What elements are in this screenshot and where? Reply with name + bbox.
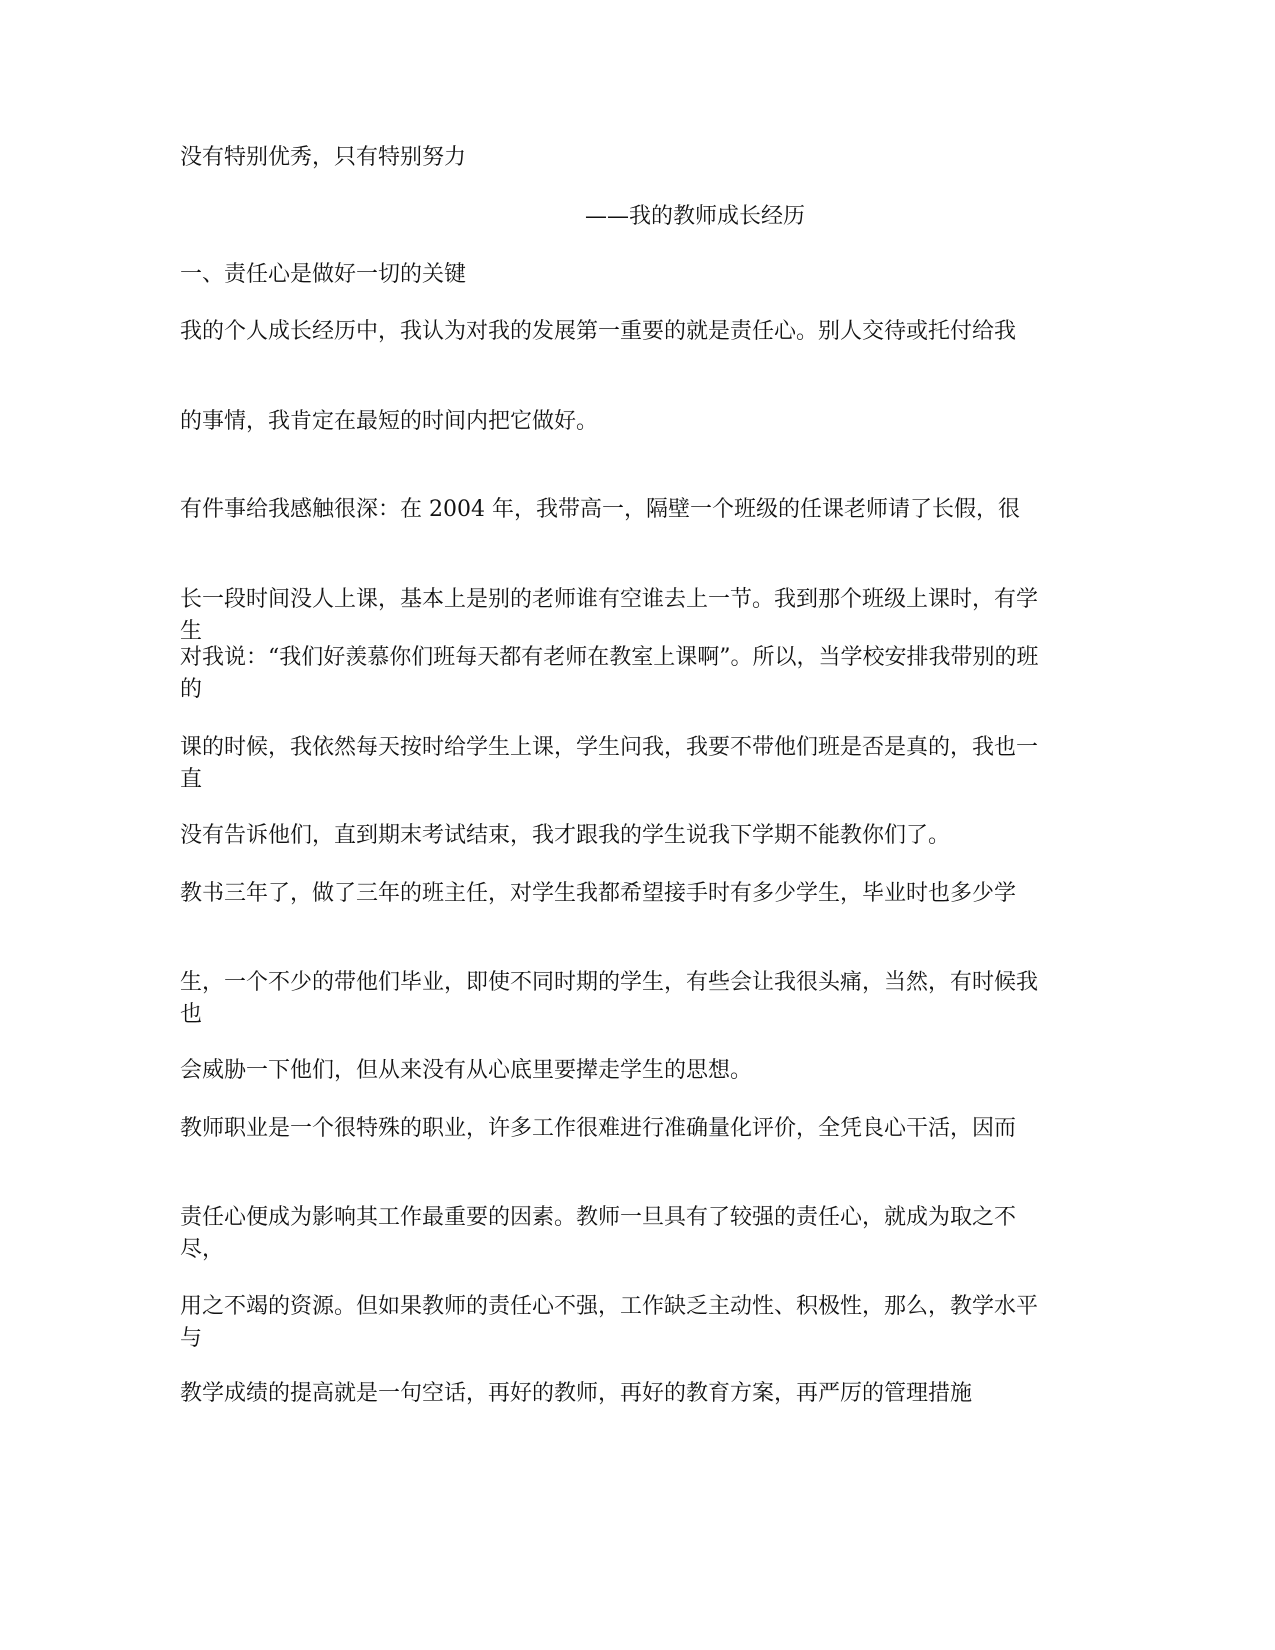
paragraph-line: 课的时候，我依然每天按时给学生上课，学生问我，我要不带他们班是否是真的，我也一直 [180, 735, 1039, 792]
paragraph-line: 会威胁一下他们，但从来没有从心底里要撵走学生的思想。 [180, 1058, 753, 1083]
document-title: 没有特别优秀，只有特别努力 [180, 145, 467, 170]
paragraph-line: 责任心便成为影响其工作最重要的因素。教师一旦具有了较强的责任心，就成为取之不尽， [180, 1205, 1017, 1262]
paragraph-line: 长一段时间没人上课，基本上是别的老师谁有空谁去上一节。我到那个班级上课时，有学生 [180, 587, 1039, 644]
paragraph-line: 的事情，我肯定在最短的时间内把它做好。 [180, 409, 599, 434]
section-heading: 一、责任心是做好一切的关键 [180, 262, 467, 287]
paragraph-line: 有件事给我感触很深：在 2004 年，我带高一，隔壁一个班级的任课老师请了长假，很 [180, 497, 1020, 522]
paragraph-line: 生，一个不少的带他们毕业，即使不同时期的学生，有些会让我很头痛，当然，有时候我也 [180, 970, 1039, 1027]
paragraph-line: 我的个人成长经历中，我认为对我的发展第一重要的就是责任心。别人交待或托付给我 [180, 319, 1017, 344]
paragraph-line: 教书三年了，做了三年的班主任，对学生我都希望接手时有多少学生，毕业时也多少学 [180, 881, 1017, 906]
paragraph-line: 教学成绩的提高就是一句空话，再好的教师，再好的教育方案，再严厉的管理措施 [180, 1381, 973, 1406]
paragraph-line: 没有告诉他们，直到期末考试结束，我才跟我的学生说我下学期不能教你们了。 [180, 823, 951, 848]
document-subtitle: ——我的教师成长经历 [585, 204, 806, 229]
paragraph-line: 教师职业是一个很特殊的职业，许多工作很难进行准确量化评价，全凭良心干活，因而 [180, 1116, 1017, 1141]
paragraph-line: 用之不竭的资源。但如果教师的责任心不强，工作缺乏主动性、积极性，那么，教学水平与 [180, 1294, 1039, 1351]
paragraph-line: 对我说：“我们好羡慕你们班每天都有老师在教室上课啊”。所以，当学校安排我带别的班的 [180, 645, 1039, 702]
